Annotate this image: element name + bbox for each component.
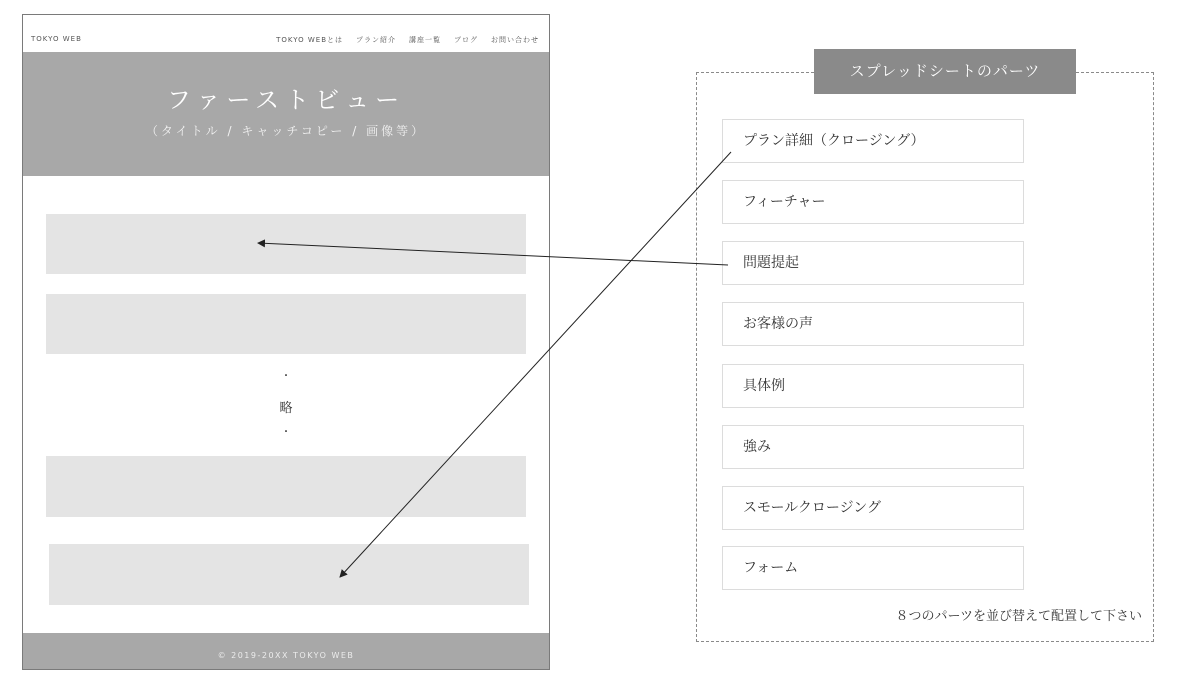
part-small-closing[interactable]: スモールクロージング [722,486,1024,530]
wireframe-header [23,15,549,52]
part-form[interactable]: フォーム [722,546,1024,590]
hero-title: ファーストビュー [166,86,406,114]
page-wireframe [22,14,550,670]
parts-panel-title: スプレッドシートのパーツ [814,49,1076,94]
part-features[interactable]: フィーチャー [722,180,1024,224]
wireframe-logo: TOKYO WEB [31,35,82,43]
panel-instruction-note: ８つのパーツを並び替えて配置して下さい [895,609,1142,624]
nav-item-courses[interactable]: 講座一覧 [409,36,441,44]
part-problem-statement[interactable]: 問題提起 [722,241,1024,285]
section-slot-3 [46,456,526,517]
section-slot-2 [46,294,526,354]
hero-subtitle: （タイトル / キャッチコピー / 画像等） [145,124,427,138]
nav-item-blog[interactable]: ブログ [454,36,478,44]
part-plan-details[interactable]: プラン詳細（クロージング） [722,119,1024,163]
wireframe-nav [276,35,539,45]
section-slot-1 [46,214,526,274]
nav-item-about[interactable]: TOKYO WEBとは [276,36,343,44]
first-view-hero [23,52,549,176]
wireframe-footer: © 2019-20XX TOKYO WEB [23,633,549,669]
omission-dot-bottom: ・ [281,427,291,438]
part-strengths[interactable]: 強み [722,425,1024,469]
section-slot-4 [49,544,529,605]
part-examples[interactable]: 具体例 [722,364,1024,408]
omission-dot-top: ・ [281,371,291,382]
nav-item-contact[interactable]: お問い合わせ [491,36,539,44]
omission-label: 略 [279,401,293,416]
part-testimonials[interactable]: お客様の声 [722,302,1024,346]
nav-item-plans[interactable]: プラン紹介 [356,36,396,44]
